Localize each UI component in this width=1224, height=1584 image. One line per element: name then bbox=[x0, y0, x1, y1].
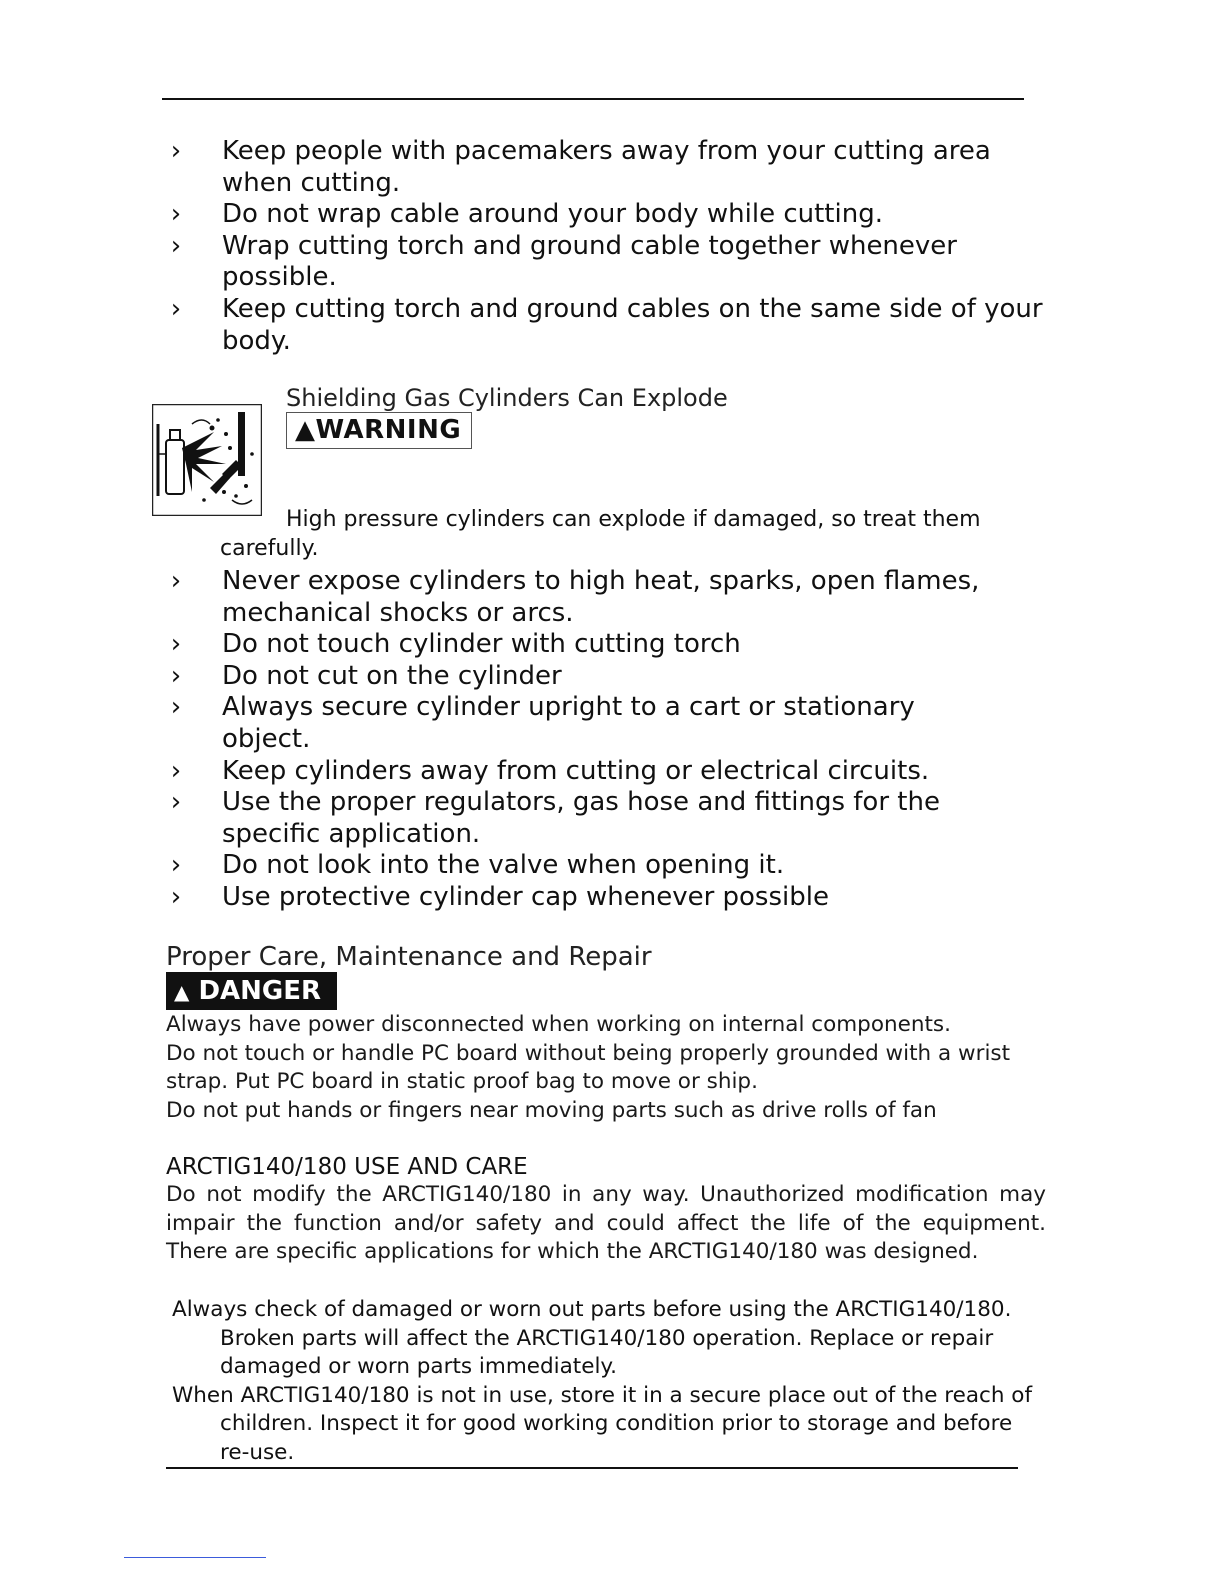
use-care-list bbox=[166, 1296, 1036, 1467]
bullet-marker: › bbox=[170, 787, 182, 818]
text-line: Do not put hands or fingers near moving parts such as drive rolls of fan bbox=[166, 1097, 937, 1123]
section-title-care: Proper Care, Maintenance and Repair bbox=[166, 942, 652, 972]
list-item: When ARCTIG140/180 is not in use, store it in a secure place out of the reach of children. Inspect it for good working condition prior to storage and before re-use. bbox=[172, 1382, 1033, 1465]
danger-triangle-icon: ▲ bbox=[174, 980, 190, 1004]
list-item: › Keep cutting torch and ground cables on the same side of your body. bbox=[166, 294, 1046, 357]
bullet-marker: › bbox=[170, 629, 182, 660]
list-item: › Never expose cylinders to high heat, sparks, open flames, mechanical shocks or arcs. bbox=[166, 566, 1036, 629]
bottom-rule bbox=[166, 1467, 1018, 1469]
section-title-gas: Shielding Gas Cylinders Can Explode bbox=[286, 384, 728, 412]
list-item: Always check of damaged or worn out parts before using the ARCTIG140/180. Broken parts will affect the ARCTIG140/180 operation. Replace or repair damaged or worn parts immediately. bbox=[172, 1297, 1012, 1379]
list-item: › Keep people with pacemakers away from your cutting area when cutting. bbox=[166, 136, 1046, 199]
bullet-marker: › bbox=[170, 566, 182, 596]
bullet-marker: › bbox=[170, 850, 182, 881]
bullet-marker: › bbox=[170, 293, 182, 324]
warning-label: ▲WARNING bbox=[286, 412, 472, 449]
care-text bbox=[166, 1011, 1050, 1125]
footer-link-line bbox=[124, 1557, 266, 1558]
top-rule bbox=[162, 98, 1024, 100]
bullet-list-cables bbox=[166, 136, 1046, 357]
danger-label: ▲ DANGER bbox=[166, 972, 337, 1010]
list-item: › Use protective cylinder cap whenever possible bbox=[166, 882, 1036, 914]
list-item: › Do not wrap cable around your body while cutting. bbox=[166, 199, 1046, 231]
bullet-marker: › bbox=[170, 199, 182, 230]
text-line: Do not touch or handle PC board without being properly grounded with a wrist strap. Put PC board in static proof bag to move or ship. bbox=[166, 1040, 1011, 1094]
list-item: › Do not cut on the cylinder bbox=[166, 661, 1036, 693]
cylinder-explosion-icon bbox=[152, 404, 262, 516]
section-title-use-care: ARCTIG140/180 USE AND CARE bbox=[166, 1154, 528, 1180]
bullet-marker: › bbox=[170, 660, 182, 691]
bullet-marker: › bbox=[170, 692, 182, 723]
warning-triangle-icon: ▲ bbox=[295, 415, 316, 445]
list-item: › Use the proper regulators, gas hose and fittings for the specific application. bbox=[166, 787, 1036, 850]
bullet-marker: › bbox=[170, 230, 182, 261]
bullet-marker: › bbox=[170, 136, 182, 166]
list-item: › Wrap cutting torch and ground cable together whenever possible. bbox=[166, 231, 1046, 294]
list-item: › Keep cylinders away from cutting or electrical circuits. bbox=[166, 756, 1036, 788]
text-line: Always have power disconnected when working on internal components. bbox=[166, 1012, 951, 1037]
bullet-marker: › bbox=[170, 755, 182, 786]
list-item: › Always secure cylinder upright to a cart or stationary object. bbox=[166, 692, 1036, 755]
gas-intro: High pressure cylinders can explode if damaged, so treat them carefully. bbox=[220, 507, 981, 561]
list-item: › Do not look into the valve when opening it. bbox=[166, 850, 1036, 882]
list-item: › Do not touch cylinder with cutting torch bbox=[166, 629, 1036, 661]
bullet-marker: › bbox=[170, 881, 182, 912]
use-care-paragraph: Do not modify the ARCTIG140/180 in any way. Unauthorized modification may impair the function and/or safety and could affect the life of the equipment. There are specific applications for which the ARCTIG140/180 was designed. bbox=[166, 1182, 1046, 1264]
bullet-list-cylinders bbox=[166, 566, 1036, 914]
